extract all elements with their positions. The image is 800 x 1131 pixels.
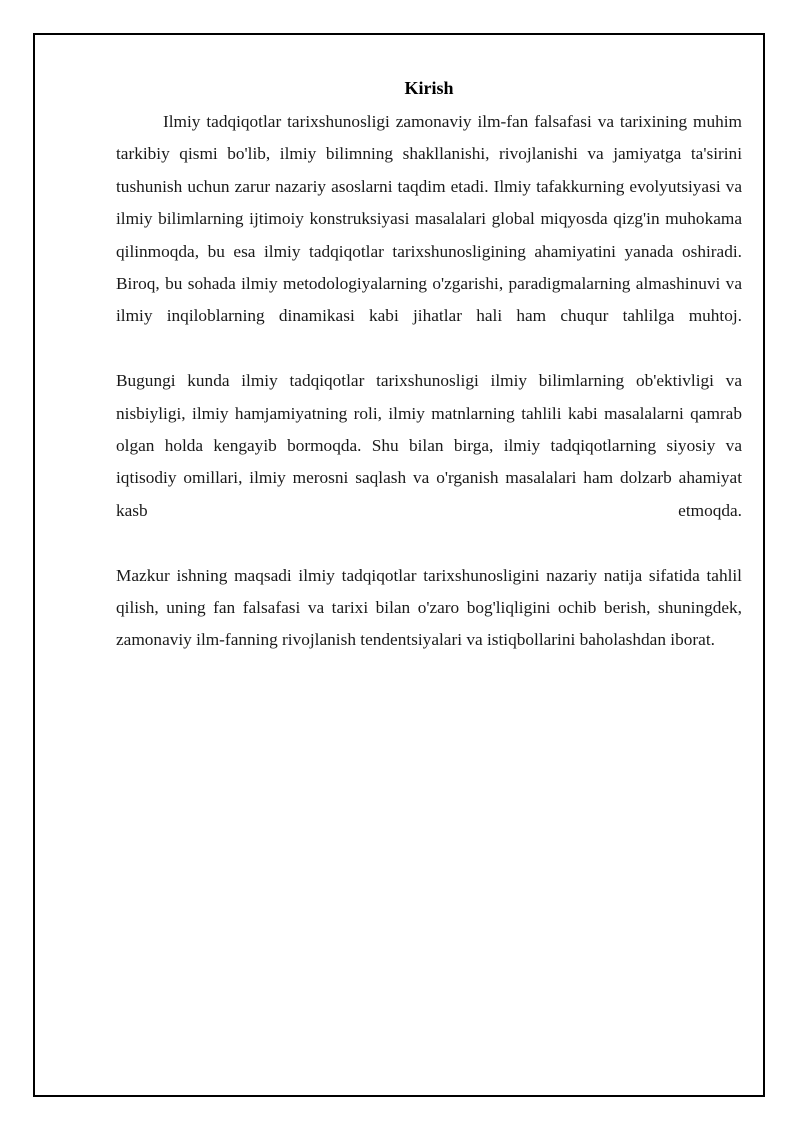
- paragraph-current-state: Bugungi kunda ilmiy tadqiqotlar tarixshunosligi ilmiy bilimlarning ob'ektivligi va nisbiyligi, ilmiy hamjamiyatning roli, ilmiy matnlarning tahlili kabi masalalarni qamrab olgan holda kengayib bormoqda. Shu bilan birga, ilmiy tadqiqotlarning siyosiy va iqtisodiy omillari, ilmiy merosni saqlash va o'rganish masalalari ham dolzarb ahamiyat kasb etmoqda.: [116, 371, 742, 520]
- document-title: Kirish: [404, 78, 454, 98]
- paragraph-spacer: [116, 333, 742, 365]
- paragraph-intro: Ilmiy tadqiqotlar tarixshunosligi zamonaviy ilm-fan falsafasi va tarixining muhim tarkibiy qismi bo'lib, ilmiy bilimning shakllanishi, rivojlanishi va jamiyatga ta'sirini tushunish uchun zarur nazariy asoslarni taqdim etadi. Ilmiy tafakkurning evolyutsiyasi va ilmiy bilimlarning ijtimoiy konstruksiyasi masalalari global miqyosda qizg'in muhokama qilinmoqda, bu esa ilmiy tadqiqotlar tarixshunosligining ahamiyatini yanada oshiradi. Biroq, bu sohada ilmiy metodologiyalarning o'zgarishi, paradigmalarning almashinuvi va ilmiy inqiloblarning dinamikasi kabi jihatlar hali ham chuqur tahlilga muhtoj.: [116, 112, 742, 326]
- document-body: [116, 74, 742, 657]
- paragraph-spacer: [116, 527, 742, 559]
- paragraph-goal: Mazkur ishning maqsadi ilmiy tadqiqotlar tarixshunosligini nazariy natija sifatida tahlil qilish, uning fan falsafasi va tarixi bilan o'zaro bog'liqligini ochib berish, shuningdek, zamonaviy ilm-fanning rivojlanish tendentsiyalari va istiqbollarini baholashdan iborat.: [116, 565, 742, 650]
